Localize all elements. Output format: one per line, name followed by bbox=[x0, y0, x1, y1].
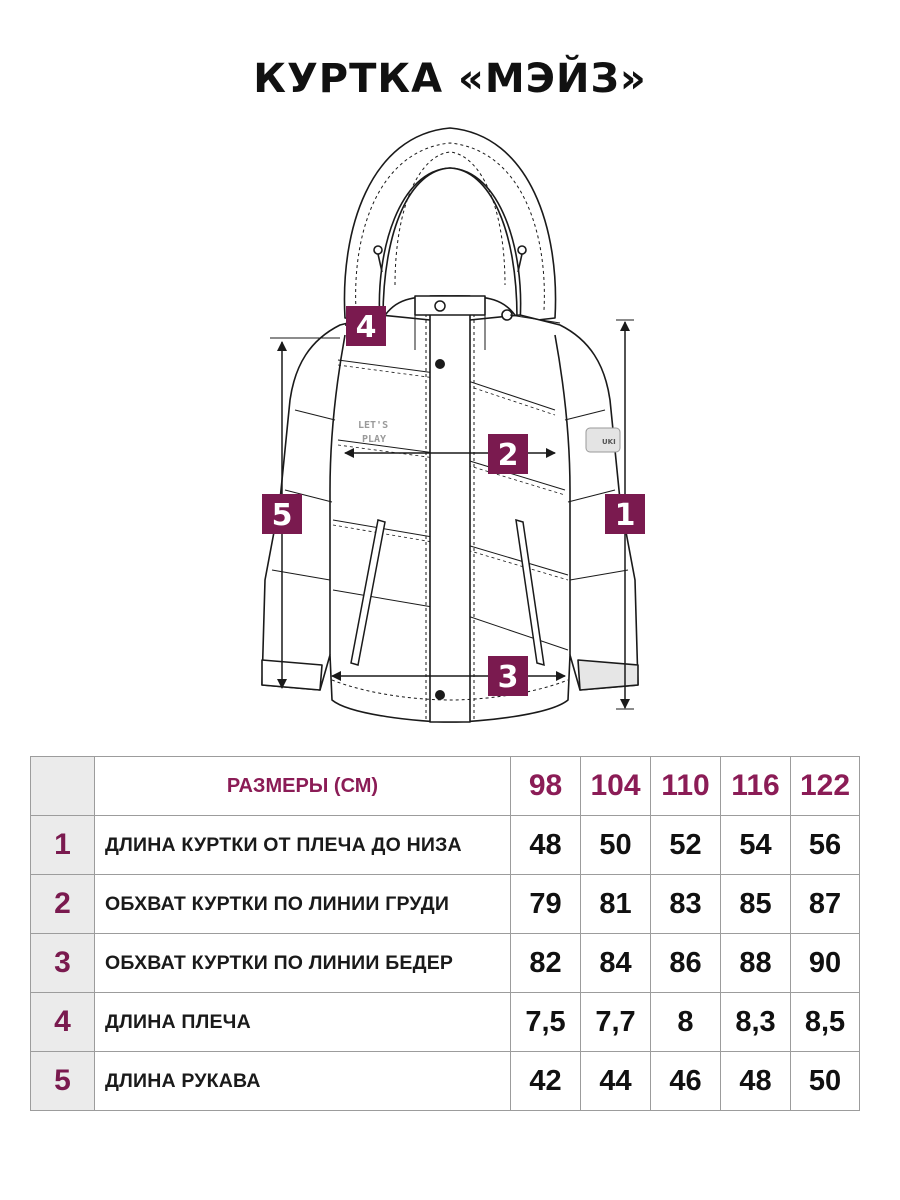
cell-value: 48 bbox=[721, 1052, 791, 1111]
row-label: ДЛИНА РУКАВА bbox=[95, 1052, 511, 1111]
size-col-116: 116 bbox=[721, 757, 791, 816]
cell-value: 82 bbox=[511, 934, 581, 993]
row-label: ОБХВАТ КУРТКИ ПО ЛИНИИ БЕДЕР bbox=[95, 934, 511, 993]
cell-value: 44 bbox=[581, 1052, 651, 1111]
corner-cell bbox=[31, 757, 95, 816]
cell-value: 48 bbox=[511, 816, 581, 875]
sleeve-badge bbox=[586, 428, 620, 452]
cell-value: 84 bbox=[581, 934, 651, 993]
row-number: 4 bbox=[31, 993, 95, 1052]
print-line-1: LET'S bbox=[358, 420, 389, 431]
cell-value: 8,5 bbox=[791, 993, 860, 1052]
marker-2 bbox=[488, 434, 528, 474]
cell-value: 79 bbox=[511, 875, 581, 934]
jacket-diagram bbox=[0, 110, 900, 750]
cell-value: 50 bbox=[581, 816, 651, 875]
cell-value: 46 bbox=[651, 1052, 721, 1111]
row-number: 2 bbox=[31, 875, 95, 934]
cell-value: 7,7 bbox=[581, 993, 651, 1052]
sizes-header: РАЗМЕРЫ (СМ) bbox=[95, 757, 511, 816]
size-col-122: 122 bbox=[791, 757, 860, 816]
row-number: 1 bbox=[31, 816, 95, 875]
table-header-row bbox=[31, 757, 860, 816]
sleeve-badge-text: UKI bbox=[602, 438, 616, 446]
svg-text:4: 4 bbox=[355, 310, 377, 345]
svg-text:2: 2 bbox=[497, 438, 519, 473]
cell-value: 50 bbox=[791, 1052, 860, 1111]
row-number: 5 bbox=[31, 1052, 95, 1111]
svg-text:3: 3 bbox=[497, 660, 519, 695]
size-table bbox=[30, 756, 860, 1111]
table-row bbox=[31, 934, 860, 993]
marker-1 bbox=[605, 494, 645, 534]
table-row bbox=[31, 993, 860, 1052]
cell-value: 42 bbox=[511, 1052, 581, 1111]
cell-value: 85 bbox=[721, 875, 791, 934]
cell-value: 8 bbox=[651, 993, 721, 1052]
size-col-110: 110 bbox=[651, 757, 721, 816]
cell-value: 83 bbox=[651, 875, 721, 934]
cell-value: 56 bbox=[791, 816, 860, 875]
table-row bbox=[31, 875, 860, 934]
table-row bbox=[31, 816, 860, 875]
cell-value: 86 bbox=[651, 934, 721, 993]
marker-5 bbox=[262, 494, 302, 534]
svg-text:5: 5 bbox=[271, 498, 293, 533]
row-label: ДЛИНА КУРТКИ ОТ ПЛЕЧА ДО НИЗА bbox=[95, 816, 511, 875]
row-number: 3 bbox=[31, 934, 95, 993]
row-label: ДЛИНА ПЛЕЧА bbox=[95, 993, 511, 1052]
size-col-98: 98 bbox=[511, 757, 581, 816]
cell-value: 90 bbox=[791, 934, 860, 993]
cell-value: 87 bbox=[791, 875, 860, 934]
size-col-104: 104 bbox=[581, 757, 651, 816]
svg-text:1: 1 bbox=[614, 498, 636, 533]
marker-4 bbox=[346, 306, 386, 346]
table-row bbox=[31, 1052, 860, 1111]
cell-value: 52 bbox=[651, 816, 721, 875]
cell-value: 8,3 bbox=[721, 993, 791, 1052]
cell-value: 54 bbox=[721, 816, 791, 875]
marker-3 bbox=[488, 656, 528, 696]
page-title: КУРТКА «МЭЙЗ» bbox=[253, 56, 647, 102]
cell-value: 81 bbox=[581, 875, 651, 934]
cell-value: 7,5 bbox=[511, 993, 581, 1052]
print-line-2: PLAY bbox=[362, 434, 387, 445]
row-label: ОБХВАТ КУРТКИ ПО ЛИНИИ ГРУДИ bbox=[95, 875, 511, 934]
jacket-outline bbox=[262, 128, 638, 722]
cell-value: 88 bbox=[721, 934, 791, 993]
